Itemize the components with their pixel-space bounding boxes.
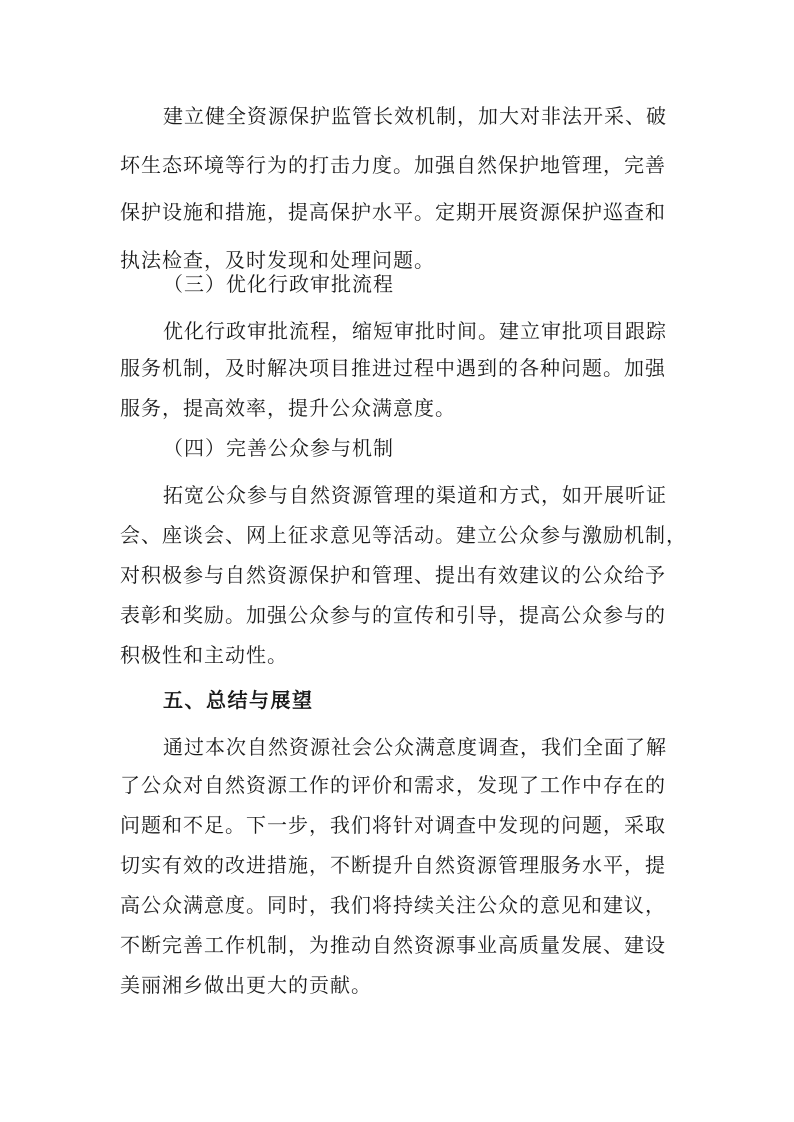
paragraph-line: 切实有效的改进措施，不断提升自然资源管理服务水平，提 bbox=[120, 853, 666, 877]
section-heading-3: （三）优化行政审批流程 bbox=[163, 272, 394, 296]
section-heading-5: 五、总结与展望 bbox=[163, 688, 314, 712]
paragraph-line: 服务，提高效率，提升公众满意度。 bbox=[120, 396, 456, 420]
paragraph-line: 执法检查，及时发现和处理问题。 bbox=[120, 248, 435, 272]
paragraph-line: 建立健全资源保护监管长效机制，加大对非法开采、破 bbox=[163, 104, 667, 128]
paragraph-line: 美丽湘乡做出更大的贡献。 bbox=[120, 973, 372, 997]
paragraph-line: 优化行政审批流程，缩短审批时间。建立审批项目跟踪 bbox=[163, 319, 667, 343]
paragraph-line: 服务机制，及时解决项目推进过程中遇到的各种问题。加强 bbox=[120, 356, 666, 380]
paragraph-line: 积极性和主动性。 bbox=[120, 643, 288, 667]
paragraph-line: 保护设施和措施，提高保护水平。定期开展资源保护巡查和 bbox=[120, 200, 666, 224]
paragraph-line: 坏生态环境等行为的打击力度。加强自然保护地管理，完善 bbox=[120, 153, 666, 177]
paragraph-line: 通过本次自然资源社会公众满意度调查，我们全面了解 bbox=[163, 735, 667, 759]
paragraph-line: 会、座谈会、网上征求意见等活动。建立公众参与激励机制， bbox=[120, 523, 687, 547]
paragraph-line: 了公众对自然资源工作的评价和需求，发现了工作中存在的 bbox=[120, 773, 666, 797]
paragraph-line: 表彰和奖励。加强公众参与的宣传和引导，提高公众参与的 bbox=[120, 603, 666, 627]
paragraph-line: 拓宽公众参与自然资源管理的渠道和方式，如开展听证 bbox=[163, 483, 667, 507]
paragraph-line: 不断完善工作机制，为推动自然资源事业高质量发展、建设 bbox=[120, 933, 666, 957]
paragraph-line: 高公众满意度。同时，我们将持续关注公众的意见和建议， bbox=[120, 893, 666, 917]
paragraph-line: 对积极参与自然资源保护和管理、提出有效建议的公众给予 bbox=[120, 563, 666, 587]
paragraph-line: 问题和不足。下一步，我们将针对调查中发现的问题，采取 bbox=[120, 813, 666, 837]
section-heading-4: （四）完善公众参与机制 bbox=[163, 436, 394, 460]
